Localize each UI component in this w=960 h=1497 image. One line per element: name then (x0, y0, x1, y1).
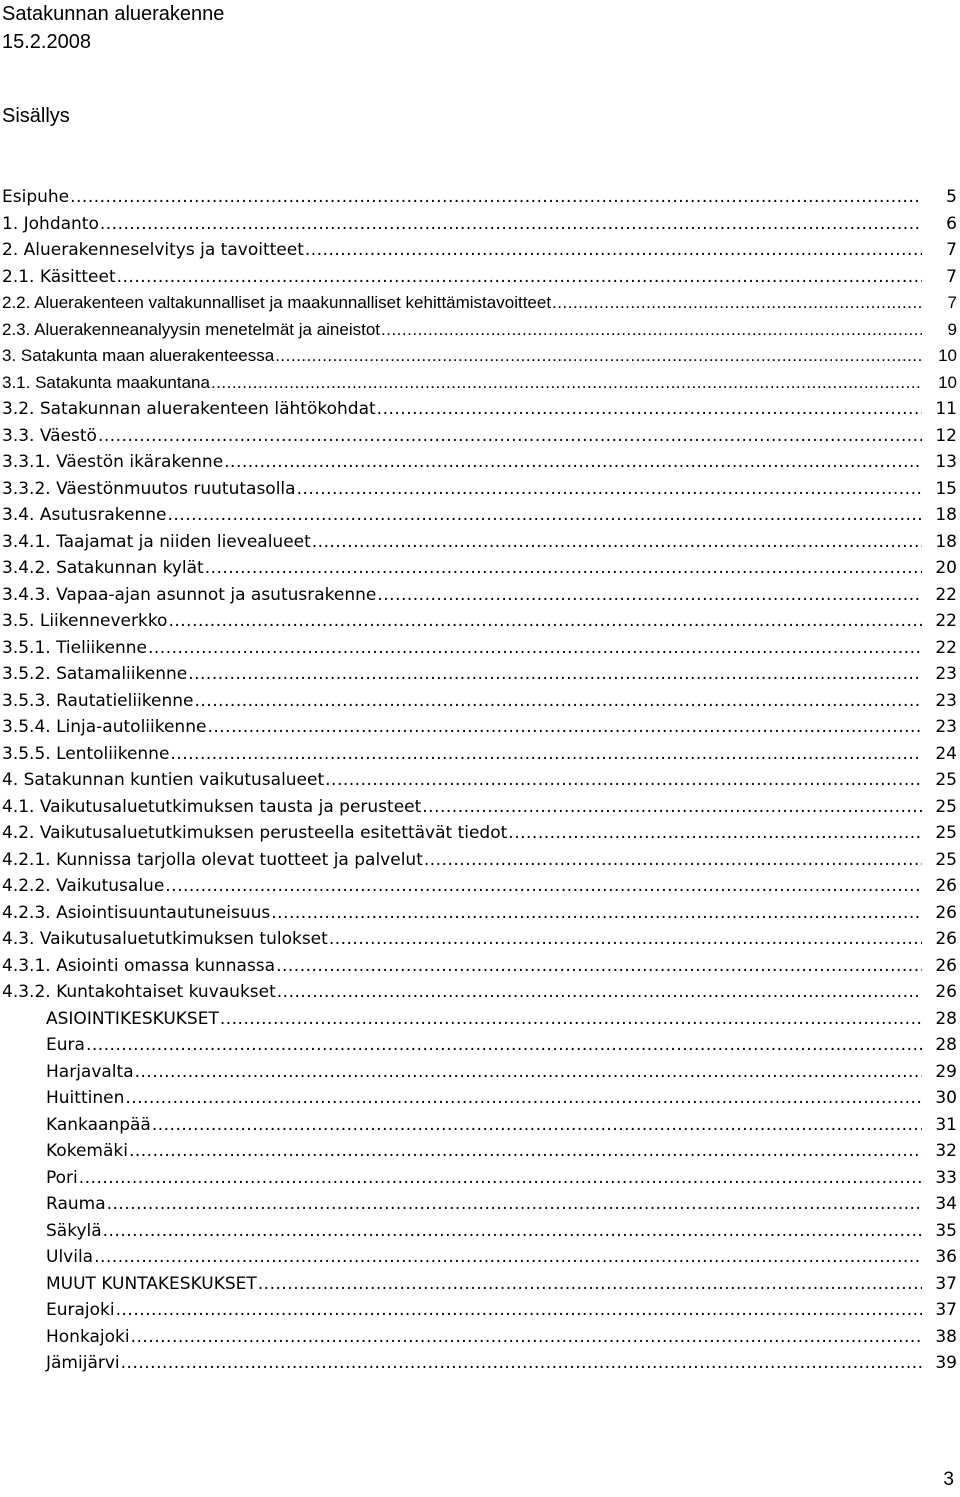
toc-dot-leader (275, 343, 922, 370)
document-date: 15.2.2008 (2, 31, 91, 53)
toc-entry-page: 25 (935, 849, 957, 870)
toc-entry[interactable] (0, 449, 960, 476)
toc-entry-page: 7 (946, 266, 957, 287)
toc-entry[interactable] (0, 767, 960, 794)
toc-entry-title: 3.1. Satakunta maakuntana (2, 372, 210, 392)
toc-entry-page: 23 (935, 690, 957, 711)
toc-entry-page: 28 (935, 1008, 957, 1029)
toc-entry[interactable] (0, 1350, 960, 1377)
toc-entry-title: 3.5.1. Tieliikenne (2, 637, 147, 658)
toc-entry-page: 5 (946, 187, 957, 207)
toc-entry-title: Jämijärvi (46, 1353, 120, 1373)
toc-entry-title: 4. Satakunnan kuntien vaikutusalueet (2, 770, 325, 790)
toc-entry[interactable] (0, 953, 960, 980)
toc-entry-title: 2.1. Käsitteet (2, 266, 116, 287)
toc-entry-page: 18 (935, 531, 957, 552)
page-number: 3 (943, 1469, 954, 1490)
toc-entry[interactable] (0, 264, 960, 291)
toc-dot-leader (377, 396, 922, 423)
toc-dot-leader (188, 661, 922, 688)
toc-entry-title: 1. Johdanto (2, 213, 99, 234)
toc-entry-page: 22 (935, 611, 957, 631)
toc-entry[interactable] (0, 1218, 960, 1245)
toc-entry-title: 3.3.1. Väestön ikärakenne (2, 452, 224, 472)
document-title: Satakunnan aluerakenne (2, 3, 225, 25)
toc-entry-title: 2.3. Aluerakenneanalyysin menetelmät ja aineistot (2, 319, 381, 339)
toc-entry-title: 3.5.3. Rautatieliikenne (2, 690, 194, 711)
toc-entry-page: 26 (935, 876, 957, 896)
toc-entry[interactable] (0, 211, 960, 238)
toc-entry-page: 9 (947, 319, 957, 339)
toc-dot-leader (424, 847, 922, 874)
toc-dot-leader (117, 264, 922, 291)
toc-entry-page: 12 (935, 425, 957, 446)
toc-entry-title: 4.3. Vaikutusaluetutkimuksen tulokset (2, 929, 328, 949)
toc-entry-page: 7 (947, 293, 957, 312)
toc-entry-title: 3.4.1. Taajamat ja niiden lievealueet (2, 531, 311, 552)
toc-dot-leader (79, 1165, 922, 1192)
toc-entry[interactable] (0, 1324, 960, 1351)
toc-entry-page: 34 (935, 1194, 957, 1214)
toc-entry-title: Kankaanpää (46, 1114, 151, 1135)
toc-entry[interactable] (0, 1271, 960, 1298)
toc-entry[interactable] (0, 741, 960, 768)
toc-entry-page: 15 (935, 478, 957, 499)
toc-entry[interactable] (0, 1112, 960, 1139)
toc-entry-title: 2.2. Aluerakenteen valtakunnalliset ja maakunnalliset kehittämistavoitteet (2, 293, 552, 312)
toc-entry[interactable] (0, 502, 960, 529)
toc-entry-title: 4.1. Vaikutusaluetutkimuksen tausta ja perusteet (2, 796, 422, 817)
toc-entry-title: 3.5.4. Linja-autoliikenne (2, 717, 207, 737)
toc-dot-leader (165, 873, 922, 900)
toc-entry[interactable] (0, 714, 960, 741)
toc-entry-page: 38 (935, 1326, 957, 1347)
toc-entry[interactable] (0, 608, 960, 635)
toc-entry-page: 10 (938, 372, 957, 392)
toc-entry-page: 30 (935, 1088, 957, 1108)
toc-entry-page: 26 (935, 982, 957, 1002)
toc-entry-page: 22 (935, 637, 957, 658)
toc-entry-page: 29 (935, 1061, 957, 1082)
toc-entry-title: 3.4.3. Vapaa-ajan asunnot ja asutusrakenne (2, 584, 377, 605)
toc-entry-page: 36 (935, 1247, 957, 1267)
toc-entry-page: 20 (935, 558, 957, 578)
toc-entry-title: 3.4. Asutusrakenne (2, 505, 167, 525)
toc-dot-leader (329, 926, 922, 953)
toc-dot-leader (116, 1297, 922, 1324)
toc-dot-leader (148, 635, 922, 662)
toc-dot-leader (224, 449, 922, 476)
toc-entry-title: MUUT KUNTAKESKUKSET (46, 1273, 257, 1294)
toc-entry-page: 26 (935, 929, 957, 949)
toc-entry[interactable] (0, 1006, 960, 1033)
toc-entry[interactable] (0, 1032, 960, 1059)
toc-entry[interactable] (0, 1138, 960, 1165)
toc-entry-title: 3. Satakunta maan aluerakenteessa (2, 346, 275, 365)
toc-entry-title: Eura (46, 1035, 85, 1055)
toc-entry-title: 4.3.2. Kuntakohtaiset kuvaukset (2, 982, 276, 1002)
toc-dot-leader (312, 529, 922, 556)
toc-entry[interactable] (0, 582, 960, 609)
toc-dot-leader (508, 820, 922, 847)
toc-entry[interactable] (0, 184, 960, 211)
toc-entry-page: 13 (935, 452, 957, 472)
toc-entry[interactable] (0, 343, 960, 370)
toc-entry-title: 3.2. Satakunnan aluerakenteen lähtökohdat (2, 399, 376, 419)
toc-entry[interactable] (0, 688, 960, 715)
toc-entry[interactable] (0, 290, 960, 317)
toc-entry[interactable] (0, 317, 960, 344)
toc-entry[interactable] (0, 529, 960, 556)
toc-dot-leader (271, 900, 922, 927)
toc-dot-leader (70, 184, 922, 211)
toc-entry-title: Ulvila (46, 1247, 94, 1267)
toc-dot-leader (258, 1271, 922, 1298)
toc-dot-leader (100, 211, 922, 238)
toc-entry[interactable] (0, 979, 960, 1006)
toc-dot-leader (94, 1244, 922, 1271)
toc-dot-leader (135, 1059, 922, 1086)
toc-entry-page: 10 (938, 346, 957, 365)
toc-heading: Sisällys (2, 105, 70, 127)
toc-dot-leader (129, 1138, 922, 1165)
toc-entry-page: 25 (935, 796, 957, 817)
toc-entry[interactable] (0, 1059, 960, 1086)
toc-entry-page: 32 (935, 1141, 957, 1161)
toc-entry-title: 4.2.1. Kunnissa tarjolla olevat tuotteet ja palvelut (2, 849, 423, 870)
toc-entry-page: 28 (935, 1035, 957, 1055)
toc-entry-title: 3.5.2. Satamaliikenne (2, 664, 188, 684)
toc-entry[interactable] (0, 635, 960, 662)
toc-dot-leader (211, 370, 922, 397)
toc-entry[interactable] (0, 820, 960, 847)
toc-entry-page: 18 (935, 505, 957, 525)
toc-entry-title: 4.2.2. Vaikutusalue (2, 876, 165, 896)
toc-dot-leader (422, 794, 922, 821)
toc-entry-page: 6 (946, 213, 957, 234)
toc-entry-page: 35 (935, 1220, 957, 1241)
toc-dot-leader (86, 1032, 922, 1059)
toc-entry[interactable] (0, 900, 960, 927)
toc-entry-page: 23 (935, 664, 957, 684)
toc-dot-leader (305, 237, 922, 264)
toc-dot-leader (98, 423, 922, 450)
toc-dot-leader (377, 582, 922, 609)
toc-entry-title: 3.3.2. Väestönmuutos ruututasolla (2, 478, 296, 499)
toc-entry[interactable] (0, 926, 960, 953)
toc-dot-leader (103, 1218, 922, 1245)
toc-entry[interactable] (0, 555, 960, 582)
toc-entry[interactable] (0, 1165, 960, 1192)
toc-dot-leader (168, 502, 922, 529)
toc-entry-page: 26 (935, 902, 957, 923)
toc-dot-leader (170, 741, 922, 768)
toc-entry-title: Pori (46, 1167, 78, 1188)
toc-entry-page: 25 (935, 823, 957, 843)
toc-entry-page: 23 (935, 717, 957, 737)
toc-entry[interactable] (0, 794, 960, 821)
toc-dot-leader (381, 317, 922, 344)
toc-entry-title: 3.4.2. Satakunnan kylät (2, 558, 204, 578)
toc-entry-title: Honkajoki (46, 1326, 130, 1347)
toc-entry-title: 3.5.5. Lentoliikenne (2, 743, 170, 764)
toc-entry-title: ASIOINTIKESKUKSET (46, 1008, 219, 1029)
toc-entry-title: Esipuhe (2, 187, 70, 207)
toc-entry[interactable] (0, 847, 960, 874)
toc-entry[interactable] (0, 237, 960, 264)
toc-entry-page: 37 (935, 1273, 957, 1294)
toc-entry-page: 33 (935, 1167, 957, 1188)
toc-entry[interactable] (0, 1244, 960, 1271)
toc-dot-leader (152, 1112, 922, 1139)
toc-entry[interactable] (0, 661, 960, 688)
toc-entry-page: 7 (946, 240, 957, 260)
toc-entry-title: 4.3.1. Asiointi omassa kunnassa (2, 955, 276, 976)
toc-dot-leader (220, 1006, 922, 1033)
toc-entry-title: Säkylä (46, 1220, 102, 1241)
toc-entry[interactable] (0, 423, 960, 450)
toc-dot-leader (552, 290, 922, 317)
toc-entry-title: Rauma (46, 1194, 106, 1214)
toc-entry[interactable] (0, 396, 960, 423)
toc-entry-title: 4.2. Vaikutusaluetutkimuksen perusteella esitettävät tiedot (2, 823, 508, 843)
toc-dot-leader (107, 1191, 922, 1218)
toc-entry-title: 3.5. Liikenneverkko (2, 611, 168, 631)
toc-entry-title: 2. Aluerakenneselvitys ja tavoitteet (2, 240, 304, 260)
toc-dot-leader (207, 714, 922, 741)
toc-entry[interactable] (0, 1297, 960, 1324)
toc-dot-leader (205, 555, 922, 582)
toc-dot-leader (195, 688, 923, 715)
toc-entry-page: 39 (935, 1353, 957, 1373)
toc-entry[interactable] (0, 1085, 960, 1112)
document-header (2, 0, 224, 56)
toc-entry-page: 22 (935, 584, 957, 605)
toc-entry-title: Huittinen (46, 1088, 125, 1108)
toc-entry-title: Kokemäki (46, 1141, 128, 1161)
toc-entry[interactable] (0, 370, 960, 397)
toc-entry-page: 31 (935, 1114, 957, 1135)
table-of-contents (0, 184, 960, 1377)
toc-entry-title: Harjavalta (46, 1061, 134, 1082)
toc-entry[interactable] (0, 1191, 960, 1218)
toc-dot-leader (277, 979, 922, 1006)
toc-entry-page: 25 (935, 770, 957, 790)
toc-dot-leader (325, 767, 922, 794)
toc-entry[interactable] (0, 476, 960, 503)
toc-entry-page: 24 (935, 743, 957, 764)
toc-dot-leader (131, 1324, 922, 1351)
toc-entry-title: Eurajoki (46, 1300, 115, 1320)
toc-entry[interactable] (0, 873, 960, 900)
toc-dot-leader (297, 476, 922, 503)
toc-entry-title: 3.3. Väestö (2, 425, 97, 446)
toc-dot-leader (276, 953, 922, 980)
toc-entry-title: 4.2.3. Asiointisuuntautuneisuus (2, 902, 271, 923)
toc-entry-page: 11 (935, 399, 957, 419)
toc-entry-page: 26 (935, 955, 957, 976)
toc-entry-page: 37 (935, 1300, 957, 1320)
toc-dot-leader (121, 1350, 922, 1377)
toc-dot-leader (168, 608, 922, 635)
toc-dot-leader (125, 1085, 922, 1112)
